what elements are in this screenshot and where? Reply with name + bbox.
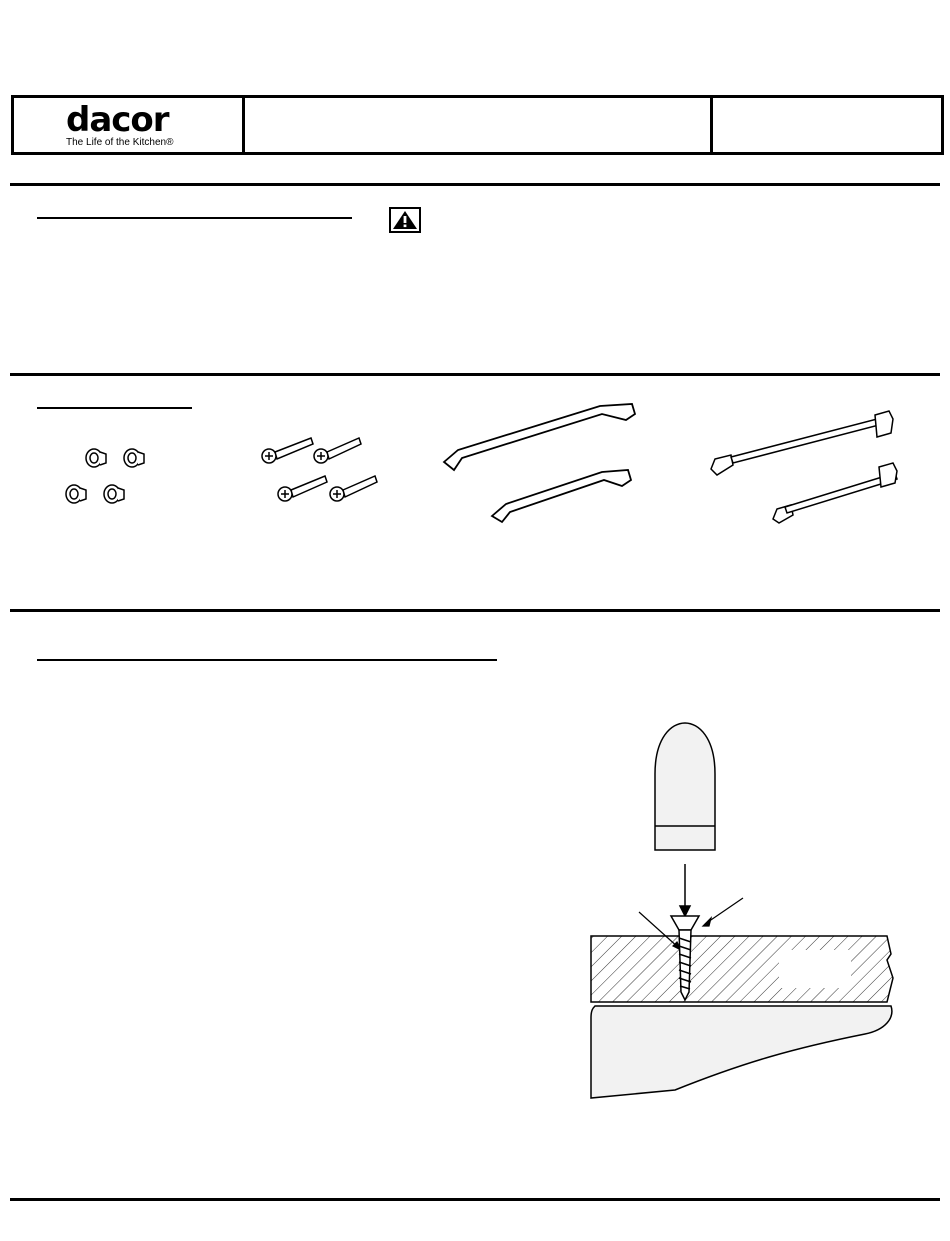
tube-handle-icon: [711, 411, 893, 475]
section-divider: [10, 373, 940, 376]
flat-handle-icon: [444, 404, 635, 470]
screw-icon: [278, 476, 327, 501]
warning-triangle-icon: [389, 207, 421, 233]
section-heading-underline: [37, 407, 192, 409]
arrow-icon: [680, 864, 690, 916]
grommet-icon: [104, 485, 124, 503]
section-divider: [10, 1198, 940, 1201]
grommet-icon: [86, 449, 106, 467]
grommet-icon: [66, 485, 86, 503]
tube-handle-icon: [773, 463, 897, 523]
flat-handle-icon: [492, 470, 631, 522]
header-block: [11, 95, 944, 155]
grommets-illustration: [60, 440, 160, 510]
tube-handles-illustration: [705, 405, 900, 530]
doc-number-cell: [713, 98, 941, 152]
screwdriver-bit-icon: [655, 723, 715, 850]
section-divider: [10, 183, 940, 186]
section-divider: [10, 609, 940, 612]
logo-tagline: The Life of the Kitchen®: [66, 137, 174, 148]
cabinet-body: [591, 1006, 892, 1098]
grommet-icon: [124, 449, 144, 467]
flat-handles-illustration: [438, 400, 643, 525]
screw-icon: [314, 438, 361, 463]
wood-board: [591, 936, 893, 1002]
title-cell: [245, 98, 713, 152]
screws-illustration: [255, 430, 385, 510]
screw-icon: [262, 438, 313, 463]
dacor-logo: dacor: [66, 100, 169, 140]
logo-cell: [14, 98, 245, 152]
section-heading-underline: [37, 659, 497, 661]
screw-icon: [330, 476, 377, 501]
section-heading-underline: [37, 217, 352, 219]
mounting-diagram: [585, 718, 895, 1103]
